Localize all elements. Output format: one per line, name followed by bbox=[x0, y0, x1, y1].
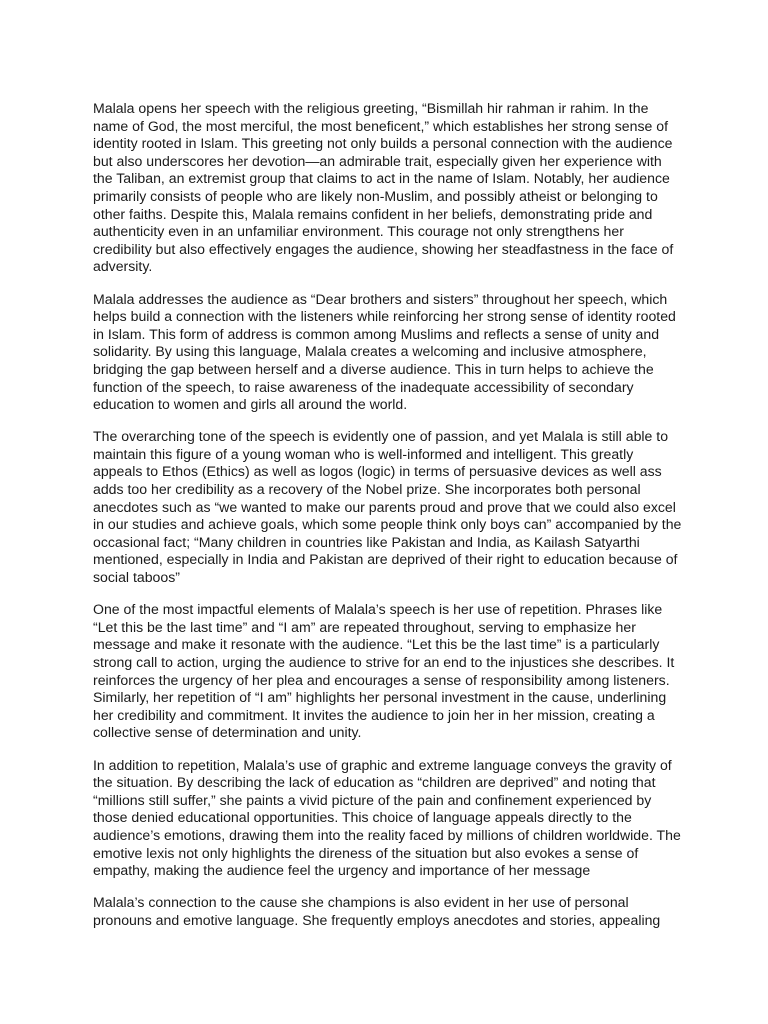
document-page bbox=[93, 100, 683, 944]
paragraph-1: Malala opens her speech with the religious greeting, “Bismillah hir rahman ir rahim. In the name of God, the most merciful, the most beneficent,” which establishes her strong sense of identity rooted in Islam. This greeting not only builds a personal connection with the audience but also underscores her devotion—an admirable trait, especially given her experience with the Taliban, an extremist group that claims to act in the name of Islam. Notably, her audience primarily consists of people who are likely non-Muslim, and possibly atheist or belonging to other faiths. Despite this, Malala remains confident in her beliefs, demonstrating pride and authenticity even in an unfamiliar environment. This courage not only strengthens her credibility but also effectively engages the audience, showing her steadfastness in the face of adversity. bbox=[93, 100, 674, 275]
paragraph-5: In addition to repetition, Malala’s use of graphic and extreme language conveys the gravity of the situation. By describing the lack of education as “children are deprived” and noting that “millions still suffer,” she paints a vivid picture of the pain and confinement experienced by those denied educational opportunities. This choice of language appeals directly to the audience’s emotions, drawing them into the reality faced by millions of children worldwide. The emotive lexis not only highlights the direness of the situation but also evokes a sense of empathy, making the audience feel the urgency and importance of her message bbox=[93, 756, 681, 879]
paragraph-2: Malala addresses the audience as “Dear brothers and sisters” throughout her speech, which helps build a connection with the listeners while reinforcing her strong sense of identity rooted in Islam. This form of address is common among Muslims and reflects a sense of unity and solidarity. By using this language, Malala creates a welcoming and inclusive atmosphere, bridging the gap between herself and a diverse audience. This in turn helps to achieve the function of the speech, to raise awareness of the inadequate accessibility of secondary education to women and girls all around the world. bbox=[93, 290, 676, 413]
paragraph-4: One of the most impactful elements of Malala’s speech is her use of repetition. Phrases like “Let this be the last time” and “I am” are repeated throughout, serving to emphasize her message and make it resonate with the audience. “Let this be the last time” is a particularly strong call to action, urging the audience to strive for an end to the injustices she describes. It reinforces the urgency of her plea and encourages a sense of responsibility among listeners. Similarly, her repetition of “I am” highlights her personal investment in the cause, underlining her credibility and commitment. It invites the audience to join her in her mission, creating a collective sense of determination and unity. bbox=[93, 601, 675, 741]
paragraph-6: Malala’s connection to the cause she champions is also evident in her use of personal pronouns and emotive language. She frequently employs anecdotes and stories, appealing bbox=[93, 894, 661, 928]
paragraph-3: The overarching tone of the speech is evidently one of passion, and yet Malala is still able to maintain this figure of a young woman who is well-informed and intelligent. This greatly appeals to Ethos (Ethics) as well as logos (logic) in terms of persuasive devices as well ass adds too her credibility as a recovery of the Nobel prize. She incorporates both personal anecdotes such as “we wanted to make our parents proud and prove that we could also excel in our studies and achieve goals, which some people think only boys can” accompanied by the occasional fact; “Many children in countries like Pakistan and India, as Kailash Satyarthi mentioned, especially in India and Pakistan are deprived of their right to education because of social taboos” bbox=[93, 428, 682, 586]
